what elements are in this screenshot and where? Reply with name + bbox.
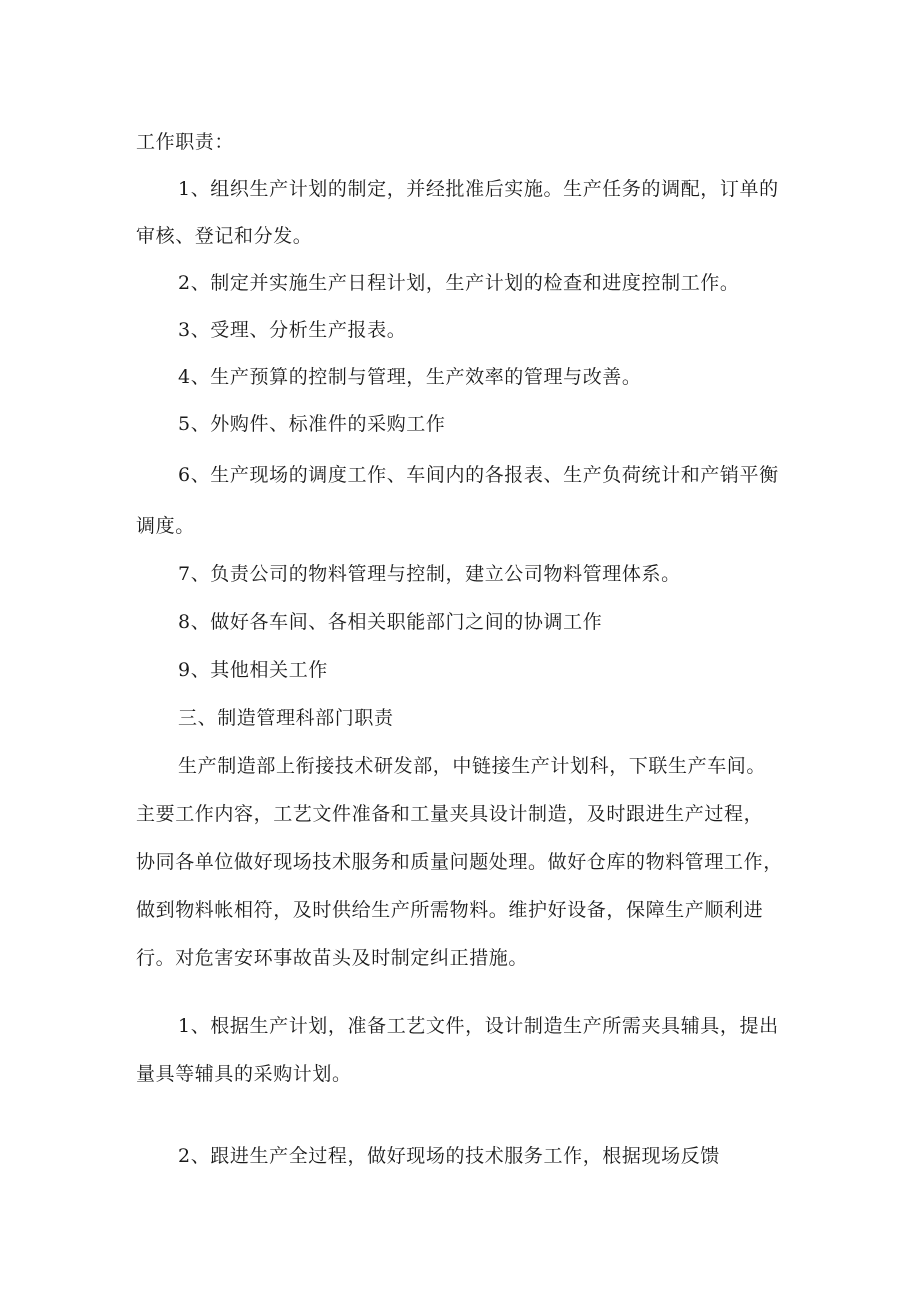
section-heading: 三、制造管理科部门职责 (178, 707, 394, 729)
paragraph-line: 量具等辅具的采购计划。 (136, 1063, 352, 1085)
paragraph-line: 1、组织生产计划的制定，并经批准后实施。生产任务的调配，订单的 (178, 178, 779, 200)
paragraph-line: 协同各单位做好现场技术服务和质量问题处理。做好仓库的物料管理工作， (136, 851, 783, 873)
paragraph-line: 主要工作内容，工艺文件准备和工量夹具设计制造，及时跟进生产过程， (136, 803, 764, 825)
paragraph-line: 7、负责公司的物料管理与控制，建立公司物料管理体系。 (178, 563, 681, 585)
paragraph-line: 审核、登记和分发。 (136, 225, 313, 247)
paragraph-line: 3、受理、分析生产报表。 (178, 319, 407, 341)
paragraph-line: 2、制定并实施生产日程计划，生产计划的检查和进度控制工作。 (178, 272, 740, 294)
paragraph-line: 调度。 (136, 515, 195, 537)
paragraph-line: 行。对危害安环事故苗头及时制定纠正措施。 (136, 947, 529, 969)
paragraph-line: 9、其他相关工作 (178, 659, 328, 681)
paragraph-line: 5、外购件、标准件的采购工作 (178, 413, 446, 435)
paragraph-line: 8、做好各车间、各相关职能部门之间的协调工作 (178, 611, 603, 633)
paragraph-line: 1、根据生产计划，准备工艺文件，设计制造生产所需夹具辅具，提出 (178, 1015, 779, 1037)
paragraph-line: 4、生产预算的控制与管理，生产效率的管理与改善。 (178, 366, 642, 388)
paragraph-line: 2、跟进生产全过程，做好现场的技术服务工作，根据现场反馈 (178, 1145, 720, 1167)
paragraph-line: 6、生产现场的调度工作、车间内的各报表、生产负荷统计和产销平衡 (178, 464, 779, 486)
paragraph-line: 生产制造部上衔接技术研发部，中链接生产计划科，下联生产车间。 (178, 755, 767, 777)
section-heading: 工作职责： (136, 131, 235, 153)
paragraph-line: 做到物料帐相符，及时供给生产所需物料。维护好设备，保障生产顺利进 (136, 899, 764, 921)
